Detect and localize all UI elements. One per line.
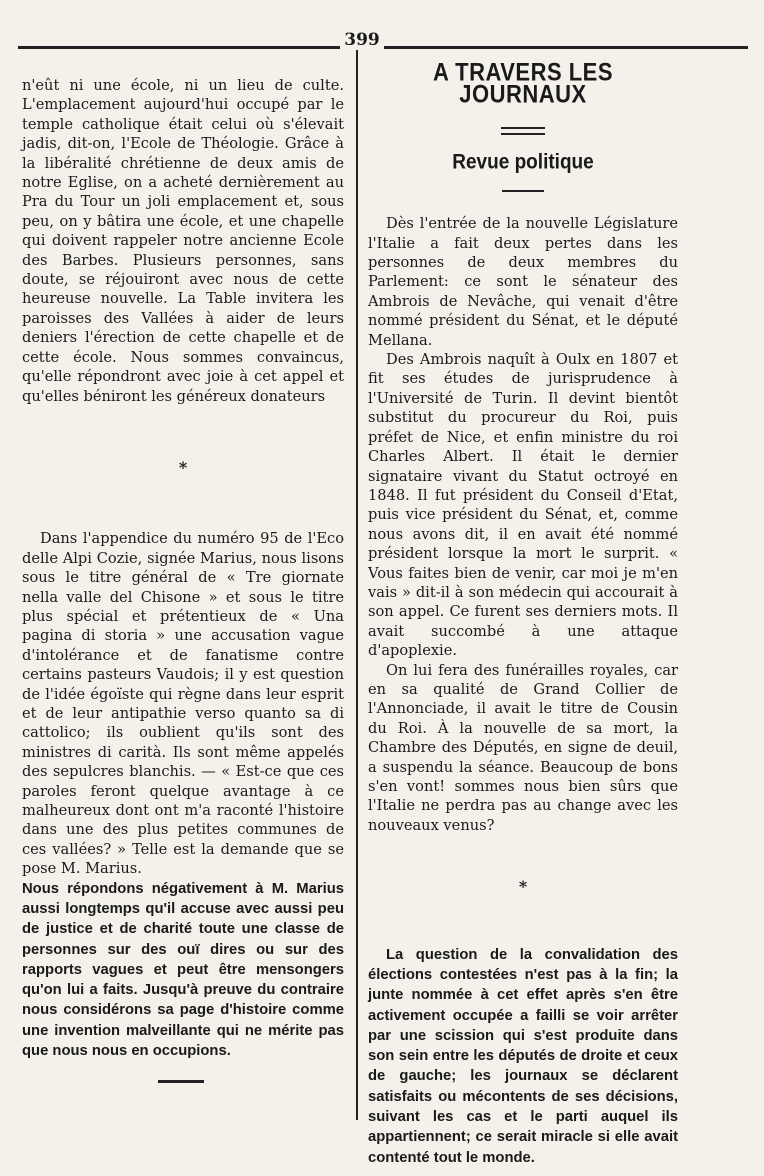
right-paragraph-2: Des Ambrois naquît à Oulx en 1807 et fit ses études de jurisprudence à l'Université de Turin. Il devint bientôt substitut du procureur du Roi, puis préfet de Nice, et enfin ministre du roi Charles Albert. Il était le dernier signataire vivant du Statut octroyé en 1848. Il fut président du Conseil d'Etat, puis vice président du Sénat, et, comme nous avons dit, il en avait été nommé président lorsque la mort le surprit. « Vous faites bien de venir, car moi je m'en vais » dit-il à son médecin qui accourait à son appel. Ce furent ses derniers mots. Il avait succombé à une attaque d'apoplexie. xyxy=(368,351,678,660)
left-paragraph-2: Dans l'appendice du numéro 95 de l'Eco delle Alpi Cozie, signée Marius, nous lisons sous le titre général de « Tre giornate nella valle del Chisone » et sous le titre plus spécial et prétentieux de « Una pagina di storia » une accusation vague d'intolérance et de fanatisme contre certains pasteurs Vaudois; il y est question de l'idée égoïste qui règne dans leur esprit et de leur antipathie verso quanto sa di cattolico; ils oublient qu'ils sont des ministres di carità. Ils sont même appelés des sepulcres blanchis. — « Est-ce que ces paroles feront quelque avantage à ce malheureux dont ont m'a raconté l'histoire dans une des plus petites communes de ces vallées? » Telle est la demande que se pose M. Marius. xyxy=(22,530,344,878)
journal-section-heading: A TRAVERS LES JOURNAUX xyxy=(432,57,614,109)
page-number: 399 xyxy=(340,30,384,50)
asterisk-separator-left: * xyxy=(178,457,188,477)
article-end-rule xyxy=(158,1080,204,1083)
left-paragraph-1: n'eût ni une école, ni un lieu de culte. L'emplacement aujourd'hui occupé par le temple catholique était celui où s'élevait jadis, dit-on, l'Ecole de Théologie. Grâce à la libéralité chrétienne de deux amis de notre Eglise, on a acheté dernièrement au Pra du Tour un joli emplacement et, sous peu, on y bâtira une école, et une chapelle qui doivent rappeler notre ancienne Ecole des Barbes. Plusieurs personnes, sans doute, se réjouiront avec nous de cette heureuse nouvelle. La Table invitera les paroisses des Vallées à aider de leurs deniers l'érection de cette chapelle et de cette école. Nous sommes convaincus, qu'elle répondront avec joie à cet appel et qu'elles béniront les généreux donateurs xyxy=(22,77,344,405)
right-paragraph-4: La question de la convalidation des élections contestées n'est pas à la fin; la junte nommée à cet effet après s'en être activement occupée a failli se voir arrêter par une scission qui s'est produite dans son sein entre les députés de droite et ceux de gauche; les journaux se déclarent satisfaits ou mécontents de ses décisions, suivant les cas et le parti auquel ils appartiennent; ce serait miracle si elle avait contenté tout le monde. xyxy=(368,946,678,1166)
left-column xyxy=(22,76,344,1061)
right-paragraph-1: Dès l'entrée de la nouvelle Législature l'Italie a fait deux pertes dans les personnes de deux membres du Parlement: ce sont le sénateur des Ambrois de Nevâche, qui venait d'être nommé président du Sénat, et le député Mellana. xyxy=(368,215,678,349)
right-paragraph-3: On lui fera des funérailles royales, car en sa qualité de Grand Collier de l'Annonciade, il avait le titre de Cousin du Roi. À la nouvelle de sa mort, la Chambre des Députés, en signe de deuil, a suspendu la séance. Beaucoup de bons s'en vont! sommes nous bien sûrs que l'Italie ne perdra pas au change avec les nouveaux venus? xyxy=(368,661,678,834)
double-rule-ornament xyxy=(501,127,545,135)
dash-ornament xyxy=(502,190,544,192)
column-divider xyxy=(356,50,358,1120)
right-column xyxy=(368,57,678,1168)
left-paragraph-3: Nous répondons négativement à M. Marius aussi longtemps qu'il accuse avec aussi peu de justice et de charité toute une classe de personnes sur des ouï dires ou sur des rapports vagues et peut être mensongers qu'on lui a faits. Jusqu'à preuve du contraire nous considérons sa page d'histoire comme une invention malveillante qui ne mérite pas que nous nous en occupions. xyxy=(22,880,344,1059)
asterisk-separator-right: * xyxy=(518,877,528,897)
section-heading: Revue politique xyxy=(452,150,594,174)
